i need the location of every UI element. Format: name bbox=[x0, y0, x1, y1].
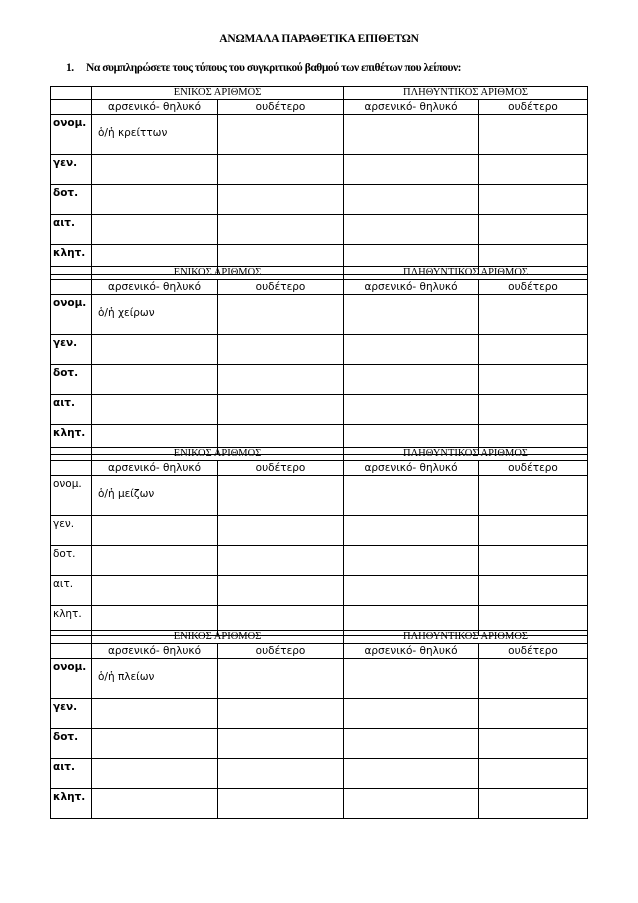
singular-header: ΕΝΙΚΟΣ ΑΡΙΘΜΟΣ bbox=[92, 448, 344, 461]
table-row bbox=[51, 365, 588, 395]
answer-cell[interactable] bbox=[344, 295, 479, 335]
corner-cell bbox=[51, 448, 92, 461]
answer-cell[interactable] bbox=[344, 546, 479, 576]
answer-cell[interactable] bbox=[218, 215, 344, 245]
answer-cell[interactable] bbox=[92, 335, 218, 365]
plural-header: ΠΛΗΘΥΝΤΙΚΟΣ ΑΡΙΘΜΟΣ bbox=[344, 87, 588, 100]
subheader-neuter-singular: ουδέτερο bbox=[218, 280, 344, 295]
table-row bbox=[51, 335, 588, 365]
answer-cell[interactable] bbox=[479, 115, 588, 155]
case-label: δοτ. bbox=[51, 365, 92, 395]
corner-cell bbox=[51, 267, 92, 280]
answer-cell[interactable] bbox=[218, 115, 344, 155]
answer-cell[interactable] bbox=[344, 335, 479, 365]
answer-cell[interactable] bbox=[344, 476, 479, 516]
answer-cell[interactable] bbox=[92, 759, 218, 789]
case-label: γεν. bbox=[51, 516, 92, 546]
case-label: δοτ. bbox=[51, 729, 92, 759]
subheader-masc-fem-plural: αρσενικό- θηλυκό bbox=[344, 461, 479, 476]
answer-cell[interactable] bbox=[218, 516, 344, 546]
table-row bbox=[51, 759, 588, 789]
subheader-masc-fem-singular: αρσενικό- θηλυκό bbox=[92, 644, 218, 659]
table-row bbox=[51, 395, 588, 425]
case-label: δοτ. bbox=[51, 185, 92, 215]
answer-cell[interactable] bbox=[218, 185, 344, 215]
case-label: κλητ. bbox=[51, 789, 92, 819]
answer-cell[interactable] bbox=[344, 115, 479, 155]
answer-cell[interactable] bbox=[479, 335, 588, 365]
subheader-neuter-plural: ουδέτερο bbox=[479, 644, 588, 659]
answer-cell[interactable] bbox=[218, 659, 344, 699]
stem-cell: ὁ/ἡ πλείων bbox=[92, 659, 218, 699]
answer-cell[interactable] bbox=[344, 659, 479, 699]
exercise-text: Να συμπληρώσετε τους τύπους του συγκριτικού βαθμού των επιθέτων που λείπουν: bbox=[86, 62, 462, 74]
plural-header: ΠΛΗΘΥΝΤΙΚΟΣ ΑΡΙΘΜΟΣ bbox=[344, 448, 588, 461]
case-label: γεν. bbox=[51, 155, 92, 185]
corner-cell bbox=[51, 280, 92, 295]
answer-cell[interactable] bbox=[479, 476, 588, 516]
answer-cell[interactable] bbox=[344, 185, 479, 215]
answer-cell[interactable] bbox=[479, 759, 588, 789]
answer-cell[interactable] bbox=[218, 476, 344, 516]
table-row bbox=[51, 155, 588, 185]
answer-cell[interactable] bbox=[218, 365, 344, 395]
declension-table bbox=[50, 266, 588, 455]
answer-cell[interactable] bbox=[479, 659, 588, 699]
answer-cell[interactable] bbox=[344, 729, 479, 759]
answer-cell[interactable] bbox=[92, 789, 218, 819]
exercise-number: 1. bbox=[66, 62, 74, 74]
table-row bbox=[51, 789, 588, 819]
case-label: κλητ. bbox=[51, 425, 92, 455]
answer-cell[interactable] bbox=[218, 155, 344, 185]
case-label: ονομ. bbox=[51, 476, 92, 516]
table-row bbox=[51, 576, 588, 606]
case-label: κλητ. bbox=[51, 606, 92, 636]
answer-cell[interactable] bbox=[92, 699, 218, 729]
singular-header: ΕΝΙΚΟΣ ΑΡΙΘΜΟΣ bbox=[92, 631, 344, 644]
singular-header: ΕΝΙΚΟΣ ΑΡΙΘΜΟΣ bbox=[92, 267, 344, 280]
table-row bbox=[51, 699, 588, 729]
page-title: ΑΝΩΜΑΛΑ ΠΑΡΑΘΕΤΙΚΑ ΕΠΙΘΕΤΩΝ bbox=[219, 33, 419, 45]
answer-cell[interactable] bbox=[344, 576, 479, 606]
answer-cell[interactable] bbox=[479, 546, 588, 576]
answer-cell[interactable] bbox=[218, 546, 344, 576]
corner-cell bbox=[51, 461, 92, 476]
case-label: αιτ. bbox=[51, 759, 92, 789]
answer-cell[interactable] bbox=[344, 516, 479, 546]
answer-cell[interactable] bbox=[218, 335, 344, 365]
answer-cell[interactable] bbox=[344, 155, 479, 185]
case-label: αιτ. bbox=[51, 215, 92, 245]
answer-cell[interactable] bbox=[344, 215, 479, 245]
answer-cell[interactable] bbox=[218, 729, 344, 759]
answer-cell[interactable] bbox=[479, 295, 588, 335]
answer-cell[interactable] bbox=[479, 576, 588, 606]
answer-cell[interactable] bbox=[479, 155, 588, 185]
subheader-masc-fem-plural: αρσενικό- θηλυκό bbox=[344, 644, 479, 659]
table-row bbox=[51, 185, 588, 215]
corner-cell bbox=[51, 87, 92, 100]
table-row bbox=[51, 215, 588, 245]
answer-cell[interactable] bbox=[92, 576, 218, 606]
answer-cell[interactable] bbox=[479, 789, 588, 819]
answer-cell[interactable] bbox=[218, 576, 344, 606]
answer-cell[interactable] bbox=[344, 759, 479, 789]
stem-cell: ὁ/ἡ κρείττων bbox=[92, 115, 218, 155]
subheader-masc-fem-singular: αρσενικό- θηλυκό bbox=[92, 461, 218, 476]
subheader-neuter-singular: ουδέτερο bbox=[218, 644, 344, 659]
answer-cell[interactable] bbox=[344, 699, 479, 729]
subheader-masc-fem-singular: αρσενικό- θηλυκό bbox=[92, 280, 218, 295]
answer-cell[interactable] bbox=[344, 395, 479, 425]
subheader-neuter-singular: ουδέτερο bbox=[218, 100, 344, 115]
subheader-neuter-singular: ουδέτερο bbox=[218, 461, 344, 476]
subheader-masc-fem-singular: αρσενικό- θηλυκό bbox=[92, 100, 218, 115]
table-row bbox=[51, 476, 588, 516]
case-label: δοτ. bbox=[51, 546, 92, 576]
answer-cell[interactable] bbox=[92, 546, 218, 576]
answer-cell[interactable] bbox=[92, 395, 218, 425]
stem-cell: ὁ/ἡ χείρων bbox=[92, 295, 218, 335]
answer-cell[interactable] bbox=[479, 185, 588, 215]
singular-header: ΕΝΙΚΟΣ ΑΡΙΘΜΟΣ bbox=[92, 87, 344, 100]
answer-cell[interactable] bbox=[479, 215, 588, 245]
case-label: ονομ. bbox=[51, 295, 92, 335]
corner-cell bbox=[51, 100, 92, 115]
plural-header: ΠΛΗΘΥΝΤΙΚΟΣ ΑΡΙΘΜΟΣ bbox=[344, 267, 588, 280]
answer-cell[interactable] bbox=[92, 155, 218, 185]
answer-cell[interactable] bbox=[92, 215, 218, 245]
subheader-neuter-plural: ουδέτερο bbox=[479, 461, 588, 476]
case-label: ονομ. bbox=[51, 115, 92, 155]
corner-cell bbox=[51, 644, 92, 659]
answer-cell[interactable] bbox=[479, 395, 588, 425]
answer-cell[interactable] bbox=[218, 395, 344, 425]
case-label: αιτ. bbox=[51, 576, 92, 606]
answer-cell[interactable] bbox=[92, 516, 218, 546]
exercise-instruction bbox=[66, 62, 461, 74]
answer-cell[interactable] bbox=[479, 729, 588, 759]
answer-cell[interactable] bbox=[92, 365, 218, 395]
plural-header: ΠΛΗΘΥΝΤΙΚΟΣ ΑΡΙΘΜΟΣ bbox=[344, 631, 588, 644]
declension-table bbox=[50, 447, 588, 636]
table-row bbox=[51, 516, 588, 546]
answer-cell[interactable] bbox=[479, 699, 588, 729]
case-label: γεν. bbox=[51, 699, 92, 729]
table-row bbox=[51, 295, 588, 335]
answer-cell[interactable] bbox=[92, 185, 218, 215]
case-label: γεν. bbox=[51, 335, 92, 365]
corner-cell bbox=[51, 631, 92, 644]
answer-cell[interactable] bbox=[344, 789, 479, 819]
answer-cell[interactable] bbox=[92, 729, 218, 759]
answer-cell[interactable] bbox=[344, 365, 479, 395]
table-row bbox=[51, 115, 588, 155]
answer-cell[interactable] bbox=[218, 789, 344, 819]
declension-table bbox=[50, 86, 588, 275]
stem-cell: ὁ/ἡ μείζων bbox=[92, 476, 218, 516]
table-row bbox=[51, 729, 588, 759]
answer-cell[interactable] bbox=[218, 759, 344, 789]
answer-cell[interactable] bbox=[479, 365, 588, 395]
answer-cell[interactable] bbox=[218, 699, 344, 729]
case-label: ονομ. bbox=[51, 659, 92, 699]
table-row bbox=[51, 546, 588, 576]
subheader-masc-fem-plural: αρσενικό- θηλυκό bbox=[344, 100, 479, 115]
answer-cell[interactable] bbox=[479, 516, 588, 546]
answer-cell[interactable] bbox=[218, 295, 344, 335]
subheader-neuter-plural: ουδέτερο bbox=[479, 100, 588, 115]
case-label: αιτ. bbox=[51, 395, 92, 425]
subheader-neuter-plural: ουδέτερο bbox=[479, 280, 588, 295]
table-row bbox=[51, 659, 588, 699]
case-label: κλητ. bbox=[51, 245, 92, 275]
declension-table bbox=[50, 630, 588, 819]
subheader-masc-fem-plural: αρσενικό- θηλυκό bbox=[344, 280, 479, 295]
